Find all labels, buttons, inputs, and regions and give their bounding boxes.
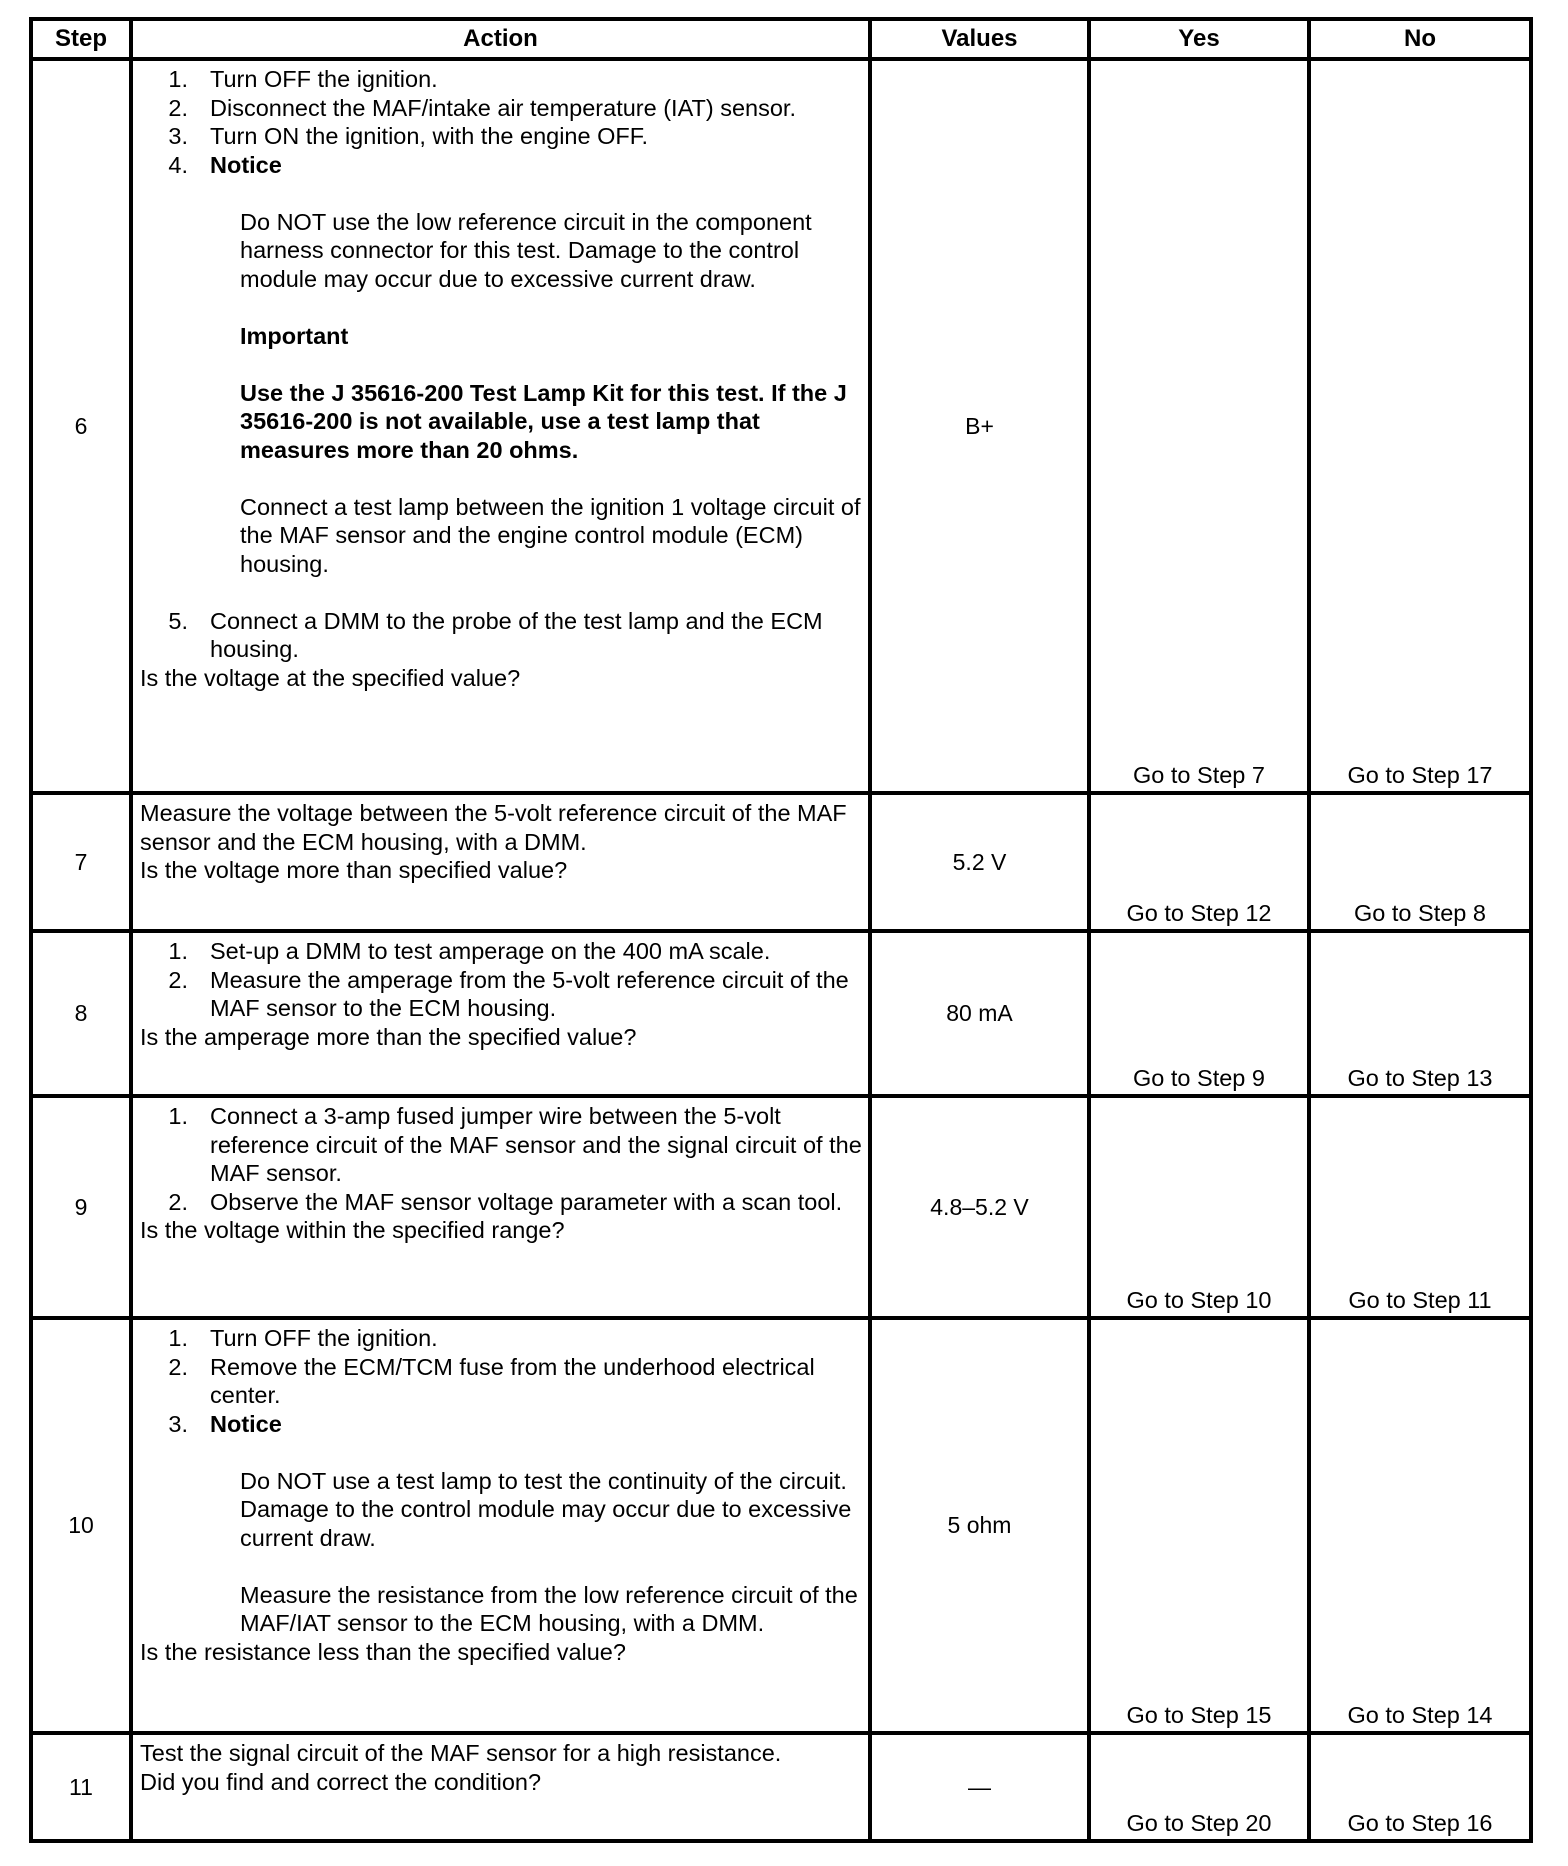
yes-cell xyxy=(1089,793,1309,931)
no-cell xyxy=(1309,1318,1531,1733)
table-row-step-9 xyxy=(31,1096,1531,1318)
table-row-step-8 xyxy=(31,931,1531,1096)
yes-link: Go to Step 12 xyxy=(1126,900,1272,926)
yes-link: Go to Step 9 xyxy=(1133,1065,1265,1091)
diagnostic-table xyxy=(29,17,1533,1843)
step-number: 8 xyxy=(31,931,131,1096)
yes-cell xyxy=(1089,931,1309,1096)
table-row-step-11 xyxy=(31,1733,1531,1841)
yes-cell xyxy=(1089,1733,1309,1841)
important-label: Important xyxy=(240,322,349,349)
action-text: Measure the voltage between the 5-volt reference circuit of the MAF sensor and the ECM housing, with a DMM. xyxy=(140,800,847,855)
header-values: Values xyxy=(870,19,1089,59)
no-link: Go to Step 8 xyxy=(1354,900,1486,926)
list-item: 1. Connect a 3-amp fused jumper wire between the 5-volt reference circuit of the MAF sensor and the signal circuit of the MAF sensor. xyxy=(168,1103,862,1186)
step-4-text: Connect a test lamp between the ignition 1 voltage circuit of the MAF sensor and the engine control module (ECM) housing. xyxy=(240,493,861,577)
list-item: 2. Observe the MAF sensor voltage parameter with a scan tool. xyxy=(168,1188,843,1215)
yes-cell xyxy=(1089,59,1309,793)
value-cell: — xyxy=(870,1733,1089,1841)
no-link: Go to Step 13 xyxy=(1347,1065,1493,1091)
table-row-step-6 xyxy=(31,59,1531,793)
action-list xyxy=(140,937,862,1023)
step-number: 9 xyxy=(31,1096,131,1318)
value-cell: 80 mA xyxy=(870,931,1089,1096)
value-cell: 5 ohm xyxy=(870,1318,1089,1733)
question-text: Is the resistance less than the specified value? xyxy=(140,1638,626,1665)
list-item: 2. Remove the ECM/TCM fuse from the underhood electrical center. xyxy=(168,1353,815,1408)
list-item: 2. Disconnect the MAF/intake air temperature (IAT) sensor. xyxy=(168,94,796,121)
step-number: 10 xyxy=(31,1318,131,1733)
no-link: Go to Step 16 xyxy=(1347,1810,1493,1836)
list-item: 4. Notice xyxy=(168,151,282,178)
no-link: Go to Step 17 xyxy=(1347,762,1493,788)
step-number: 7 xyxy=(31,793,131,931)
question-text: Is the voltage within the specified range? xyxy=(140,1217,565,1243)
no-cell xyxy=(1309,59,1531,793)
table-row-step-10 xyxy=(31,1318,1531,1733)
no-link: Go to Step 14 xyxy=(1347,1702,1493,1728)
header-action: Action xyxy=(131,19,870,59)
list-item: 3. Turn ON the ignition, with the engine OFF. xyxy=(168,123,649,149)
action-list xyxy=(140,65,862,179)
action-list xyxy=(140,1324,862,1438)
yes-link: Go to Step 20 xyxy=(1126,1810,1272,1836)
step-3-text: Measure the resistance from the low reference circuit of the MAF/IAT sensor to the ECM housing, with a DMM. xyxy=(240,1581,858,1636)
step-number: 6 xyxy=(31,59,131,793)
action-list xyxy=(140,1102,862,1216)
yes-link: Go to Step 10 xyxy=(1126,1287,1272,1313)
no-link: Go to Step 11 xyxy=(1348,1287,1492,1313)
header-step: Step xyxy=(31,19,131,59)
notice-text: Do NOT use a test lamp to test the continuity of the circuit. Damage to the control module may occur due to excessive current draw. xyxy=(240,1467,852,1551)
table-row-step-7 xyxy=(31,793,1531,931)
notice-text: Do NOT use the low reference circuit in the component harness connector for this test. Damage to the control module may occur due to excessive current draw. xyxy=(240,208,812,292)
action-cell xyxy=(131,931,870,1096)
list-item: 1. Turn OFF the ignition. xyxy=(168,1325,438,1351)
header-row xyxy=(31,19,1531,59)
question-text: Is the voltage more than specified value? xyxy=(140,857,568,883)
no-cell xyxy=(1309,931,1531,1096)
action-cell xyxy=(131,59,870,793)
value-cell: 5.2 V xyxy=(870,793,1089,931)
action-cell xyxy=(131,1318,870,1733)
no-cell xyxy=(1309,793,1531,931)
yes-cell xyxy=(1089,1096,1309,1318)
header-yes: Yes xyxy=(1089,19,1309,59)
list-item: 3. Notice xyxy=(168,1410,282,1437)
value-cell: B+ xyxy=(870,59,1089,793)
header-no: No xyxy=(1309,19,1531,59)
question-text: Is the amperage more than the specified value? xyxy=(140,1023,637,1050)
value-cell: 4.8–5.2 V xyxy=(870,1096,1089,1318)
yes-link: Go to Step 7 xyxy=(1133,762,1265,788)
no-cell xyxy=(1309,1733,1531,1841)
yes-cell xyxy=(1089,1318,1309,1733)
list-item: 2. Measure the amperage from the 5-volt reference circuit of the MAF sensor to the ECM housing. xyxy=(168,966,849,1021)
list-item: 1. Set-up a DMM to test amperage on the 400 mA scale. xyxy=(168,938,771,964)
question-text: Did you find and correct the condition? xyxy=(140,1768,542,1795)
list-item: 1. Turn OFF the ignition. xyxy=(168,66,438,92)
question-text: Is the voltage at the specified value? xyxy=(140,664,521,691)
step-number: 11 xyxy=(31,1733,131,1841)
list-item: 5. Connect a DMM to the probe of the test lamp and the ECM housing. xyxy=(168,607,823,662)
action-cell xyxy=(131,1733,870,1841)
yes-link: Go to Step 15 xyxy=(1126,1702,1272,1728)
action-cell xyxy=(131,1096,870,1318)
action-cell xyxy=(131,793,870,931)
important-text: Use the J 35616-200 Test Lamp Kit for this test. If the J 35616-200 is not available, use a test lamp that measures more than 20 ohms. xyxy=(240,379,847,463)
no-cell xyxy=(1309,1096,1531,1318)
action-text: Test the signal circuit of the MAF sensor for a high resistance. xyxy=(140,1740,782,1766)
